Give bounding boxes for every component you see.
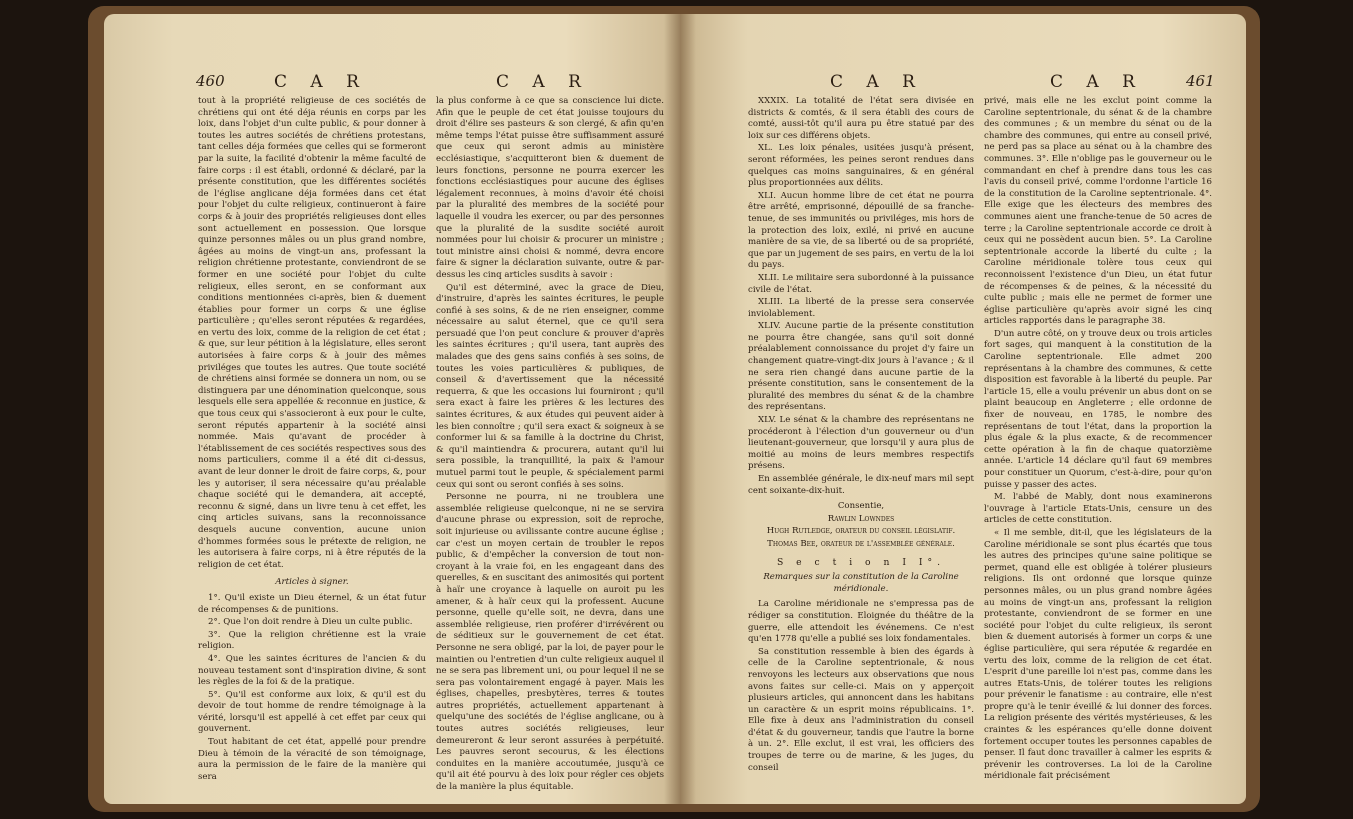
section-title: S e c t i o n I I°.	[776, 556, 946, 568]
paragraph: la plus conforme à ce que sa conscience lui dicte. Afin que le peuple de cet état jouisse toujours du droit d'élire ses pasteurs & son clergé, & afin qu'en même temps l'état puisse être suffisamment assuré que ceux qui seront admis au ministère ecclésiastique, s'acquitteront bien & duement de leurs fonctions, personne ne pourra exercer les fonctions ecclésiastiques pour aucune des églises légalement reconnues, à moins d'avoir été choisi par la pluralité des membres de la société pour laquelle il voudra les exercer, ou par des personnes que la pluralité de la susdite société auroit nommées pour lui choisir & procurer un ministre ; tout ministre ainsi choisi & nommé, devra encore faire & signer la déclaration suivante, outre & par-dessus les cinq articles susdits à savoir :	[436, 96, 664, 280]
section-heading: Articles à signer.	[275, 577, 349, 588]
article-item: 5°. Qu'il est conforme aux loix, & qu'il est du devoir de tout homme de rendre témoignage à la vérité, lorsqu'il est appellé à cet effet par ceux qui gouvernent.	[198, 689, 426, 735]
article-item: 1°. Qu'il existe un Dieu éternel, & un état futur de récompenses & de punitions.	[198, 592, 426, 615]
right-page	[680, 14, 1246, 804]
page-number-left: 460	[196, 72, 225, 90]
paragraph: En assemblée générale, le dix-neuf mars mil sept cent soixante-dix-huit.	[748, 474, 974, 496]
quotation: « Il me semble, dit-il, que les législateurs de la Caroline méridionale se sont plus écartés que tous les autres des principes qu'une saine politique se permet, quand elle est obligée à tolérer plusieurs religions. Ils ont ordonné que lorsque quinze personnes mâles, ou un plus grand nombre âgées au moins de vingt-un ans, professant la religion protestante, conviendront de se former en une société pour l'objet du culte religieux, ils seront bien & duement autorisés à former un corps & une église particulière, qui sera réputée & regardée en vertu des loix, comme de la religion de cet état. L'esprit d'une pareille loi n'est pas, comme dans les autres Etats-Unis, de tolérer toutes les religions pour prévenir le fanatisme : au contraire, elle n'est propre qu'à le tenir éveillé & lui donner des forces. La religion présente des vérités mystérieuses, & les craintes & les espérances qu'elle donne doivent fortement occuper toutes les personnes capables de penser. Il faut donc travailler à calmer les esprits & prévenir les controverses. La loi de la Caroline méridionale fait précisément	[984, 527, 1212, 782]
running-header-right-2: C A R	[1050, 72, 1144, 92]
article-item: XLII. Le militaire sera subordonné à la puissance civile de l'état.	[748, 272, 974, 295]
article-item: XLIII. La liberté de la presse sera conservée inviolablement.	[748, 297, 974, 319]
paragraph: Sa constitution ressemble à bien des égards à celle de la Caroline septentrionale, & nous renvoyons les lecteurs aux observations que nous avons faites sur celle-ci. Mais on y apperçoit plusieurs articles, qui annoncent dans les habitans un caractère & un esprit moins républicains. 1°. Elle fixe à deux ans l'administration du conseil d'état & du gouverneur, tandis que l'autre la borne à un. 2°. Elle exclut, il est vrai, les officiers des troupes de terre ou de marine, & les juges, du conseil	[748, 646, 974, 773]
paragraph: La Caroline méridionale ne s'empressa pas de rédiger sa constitution. Eloignée du théâtre de la guerre, elle attendoit les événemens. Ce n'est qu'en 1778 qu'elle a publié ses loix fondamentales.	[748, 599, 974, 645]
right-page-column-1	[748, 96, 974, 775]
paragraph: Personne ne pourra, ni ne troublera une assemblée religieuse quelconque, ni ne se servira d'aucune phrase ou expression, soit de reproche, soit injurieuse ou avilissante contre aucune église ; car c'est un moyen certain de troubler le repos public, & d'empêcher la conversion de tout non-croyant à la vraie foi, en les engageant dans des querelles, & en suscitant des animosités qui portent à haïr une croyance à laquelle on auroit pu les amener, & à haïr ceux qui la professent. Aucune personne, quelle qu'elle soit, ne devra, dans une assemblée religieuse, rien proférer d'irrévérent ou de séditieux sur le gouvernement de cet état. Personne ne sera obligé, par la loi, de payer pour le maintien ou l'entretien d'un culte religieux auquel il ne se sera pas librement uni, ou pour lequel il ne se sera pas volontairement engagé à payer. Mais les églises, chapelles, presbytères, terres & toutes autres propriétés, actuellement appartenant à quelqu'une des sociétés de l'église anglicane, ou à toutes autres sociétés religieuses, leur demeureront & leur seront assurées à perpétuité. Les pauvres seront secourus, & les élections conduites en la manière accoutumée, jusqu'à ce qu'il ait été pourvu à des loix pour régler ces objets de la manière la plus équitable.	[436, 492, 664, 793]
paragraph: M. l'abbé de Mably, dont nous examinerons l'ouvrage à l'article Etats-Unis, censure un des articles de cette constitution.	[984, 492, 1212, 526]
page-number-right: 461	[1186, 72, 1215, 90]
section-subtitle: Remarques sur la constitution de la Caroline méridionale.	[763, 572, 959, 594]
signature: Rawlin Lowndes	[827, 513, 895, 524]
paragraph: D'un autre côté, on y trouve deux ou trois articles fort sages, qui manquent à la constitution de la Caroline septentrionale. Elle admet 200 représentans à la chambre des communes, & cette disposition est favorable à la liberté du peuple. Par l'article 15, elle a voulu prévenir un abus dont on se plaint beaucoup en Angleterre ; elle ordonne de fixer de nouveau, en 1785, le nombre des représentans de tout l'état, dans la proportion la plus égale & la plus exacte, & de recommencer cette opération à la fin de chaque quatorzième année. L'article 14 déclare qu'il faut 69 membres pour constituer un Quorum, c'est-à-dire, pour qu'on puisse y passer des actes.	[984, 328, 1212, 490]
article-item: 2°. Que l'on doit rendre à Dieu un culte public.	[208, 617, 413, 628]
article-item: XLIV. Aucune partie de la présente constitution ne pourra être changée, sans qu'il soit donné préalablement connoissance du projet d'y faire un changement quatre-vingt-dix jours à l'avance ; & il ne sera rien changé dans aucune partie de la présente constitution, sans le consentement de la pluralité des membres du sénat & de la chambre des représentans.	[748, 321, 974, 413]
paragraph: Qu'il est déterminé, avec la grace de Dieu, d'instruire, d'après les saintes écritures, le peuple confié à ses soins, & de ne rien enseigner, comme nécessaire au salut éternel, que ce qu'il sera persuadé que l'on peut conclure & prouver d'après les saintes écritures ; qu'il usera, tant auprès des malades que des gens sains confiés à ses soins, de toutes les voies particulières & publiques, de conseil & d'avertissement que la nécessité requerra, & que les occasions lui fourniront ; qu'il sera exact à faire les prières & les lectures des saintes écritures, & aux études qui peuvent aider à les bien connoître ; qu'il sera exact & soigneux à se conformer lui & sa famille à la doctrine du Christ, & qu'il maintiendra & procurera, autant qu'il lui sera possible, la tranquillité, la paix & l'amour mutuel parmi tout le peuple, & spécialement parmi ceux qui sont ou seront confiés à ses soins.	[436, 282, 664, 490]
signature: Hugh Rutledge, orateur du conseil législatif.	[766, 526, 956, 537]
signature: Thomas Bee, orateur de l'assemblée générale.	[767, 538, 955, 549]
left-page-column-1	[198, 96, 426, 784]
left-page-column-2	[436, 96, 664, 795]
consent-line: Consentie,	[837, 501, 885, 512]
article-item: XLV. Le sénat & la chambre des représentans ne procéderont à l'élection d'un gouverneur ou d'un lieutenant-gouverneur, que lorsqu'il y aura plus de moitié au moins de leurs membres respectifs présens.	[748, 415, 974, 472]
article-item: XL. Les loix pénales, usitées jusqu'à présent, seront réformées, les peines seront rendues dans quelques cas moins sanguinaires, & en général plus proportionnées aux délits.	[748, 143, 974, 189]
left-page	[104, 14, 680, 804]
running-header-left-2: C A R	[496, 72, 590, 92]
paragraph: tout à la propriété religieuse de ces sociétés de chrétiens qui ont été déja réunis en corps par les loix, dans l'objet d'un culte public, & pour donner à toutes les autres sociétés de chrétiens protestans, tant celles déja formées que celles qui se formeront par la suite, la facilité d'obtenir la même faculté de faire corps : il est établi, ordonné & déclaré, par la présente constitution, que les différentes sociétés de l'église anglicane déja formées dans cet état pour l'objet du culte religieux, continueront à faire corps & à jouir des propriétés religieuses dont elles sont actuellement en possession. Que lorsque quinze personnes mâles ou un plus grand nombre, âgées au moins de vingt-un ans, professant la religion chrétienne protestante, conviendront de se former en une société pour l'objet du culte religieux, elles seront, en se conformant aux conditions mentionnées ci-après, bien & duement établies pour former un corps & une église particulière ; qu'elles seront réputées & regardées, en vertu des loix, comme de la religion de cet état ; & que, sur leur pétition à la législature, elles seront autorisées à faire corps & à jouir des mêmes priviléges que toutes les autres. Que toute société de chrétiens ainsi formée se donnera un nom, ou se distinguera par une dénomination quelconque, sous lesquels elle sera appellée & reconnue en justice, & que tous ceux qui s'associeront à eux pour le culte, seront réputés appartenir à la société ainsi nommée. Mais qu'avant de procéder à l'établissement de ces sociétés respectives sous des noms particuliers, comme il a été dit ci-dessus, avant de leur donner le droit de faire corps, &, pour les y autoriser, il sera nécessaire qu'au préalable chaque société qui le demandera, ait accepté, reconnu & signé, dans un livre tenu à cet effet, les cinq articles suivans, sans la reconnoissance desquels aucune convention, aucune union d'hommes formées sous le prétexte de religion, ne les autorisera à faire corps, ni à être réputés de la religion de cet état.	[198, 96, 426, 570]
article-item: 3°. Que la religion chrétienne est la vraie religion.	[198, 629, 426, 652]
article-item: XXXIX. La totalité de l'état sera divisée en districts & comtés, & il sera établi des cours de comté, aussi-tôt qu'il aura pu être statué par des loix sur ces différens objets.	[748, 96, 974, 141]
running-header-left-1: C A R	[274, 72, 368, 92]
right-page-column-2	[984, 96, 1212, 784]
running-header-right-1: C A R	[830, 72, 924, 92]
paragraph: privé, mais elle ne les exclut point comme la Caroline septentrionale, du sénat & de la chambre des communes ; & un membre du sénat ou de la chambre des communes, qui entre au conseil privé, ne perd pas sa place au sénat ou à la chambre des communes. 3°. Elle n'oblige pas le gouverneur ou le commandant en chef à prendre dans tous les cas l'avis du conseil privé, comme l'ordonne l'article 16 de la constitution de la Caroline septentrionale. 4°. Elle exige que les électeurs des membres des communes aient une franche-tenue de 50 acres de terre ; la Caroline septentrionale accorde ce droit à ceux qui ne possèdent aucun bien. 5°. La Caroline septentrionale accorde la liberté du culte ; la Caroline méridionale tolère tous ceux qui reconnoissent l'existence d'un Dieu, un état futur de récompenses & de peines, & la nécessité du culte public ; mais elle ne permet de former une église particulière qu'après avoir signé les cinq articles rapportés dans le paragraphe 38.	[984, 96, 1212, 327]
article-item: 4°. Que les saintes écritures de l'ancien & du nouveau testament sont d'inspiration divine, & sont les règles de la foi & de la pratique.	[198, 653, 426, 688]
paragraph: Tout habitant de cet état, appellé pour prendre Dieu à témoin de la véracité de son témoignage, aura la permission de le faire de la manière qui sera	[198, 737, 426, 782]
article-item: XLI. Aucun homme libre de cet état ne pourra être arrêté, emprisonné, dépouillé de sa franche-tenue, de ses immunités ou priviléges, mis hors de la protection des loix, exilé, ni privé en aucune manière de sa vie, de sa liberté ou de sa propriété, que par un jugement de ses pairs, en vertu de la loi du pays.	[748, 190, 974, 271]
